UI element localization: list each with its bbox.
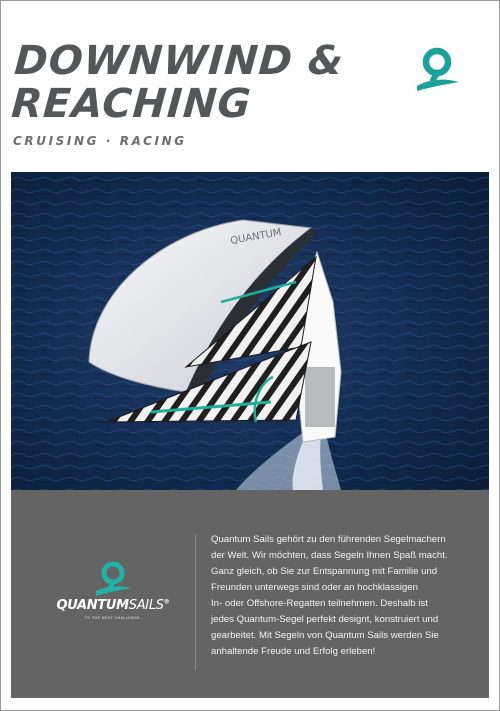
aerial-sailboat-photo xyxy=(11,172,489,490)
body-line: anhaltende Freude und Erfolg erleben! xyxy=(211,646,376,657)
brand-word-bold: QUANTUM xyxy=(56,598,129,613)
brand-mark: ® xyxy=(163,598,170,606)
body-line: In- oder Offshore-Regatten teilnehmen. Deshalb ist xyxy=(211,598,428,609)
body-line: Ganz gleich, ob Sie zur Entspannung mit Familie und xyxy=(211,566,438,577)
brand-logo xyxy=(53,558,173,638)
quantum-q-icon xyxy=(53,558,173,598)
page-subtitle: CRUISING · RACING xyxy=(13,134,187,148)
brand-wordmark xyxy=(53,598,173,613)
brand-word-light: SAILS xyxy=(128,598,164,613)
title-line-1: DOWNWIND & xyxy=(12,38,346,84)
info-panel xyxy=(11,490,489,698)
page-title xyxy=(10,40,345,126)
body-line: Freunden unterwegs sind oder an hochklassigen xyxy=(211,582,418,593)
body-line: der Welt. Wir möchten, dass Segeln Ihnen Spaß macht. xyxy=(211,550,448,561)
brand-tagline: TO THE NEXT CHALLENGE. xyxy=(84,616,142,620)
body-line: Quantum Sails gehört zu den führenden Segelmachern xyxy=(211,534,446,545)
quantum-q-icon xyxy=(413,44,461,94)
body-line: gearbeitet. Mit Segeln von Quantum Sails werden Sie xyxy=(211,630,439,641)
hero-photo xyxy=(11,172,489,490)
body-line: jedes Quantum-Segel perfekt designt, konstruiert und xyxy=(211,614,439,625)
divider xyxy=(195,534,196,670)
title-line-2: REACHING xyxy=(9,81,254,127)
body-text xyxy=(211,532,481,660)
sail-text: QUANTUM xyxy=(229,227,283,247)
